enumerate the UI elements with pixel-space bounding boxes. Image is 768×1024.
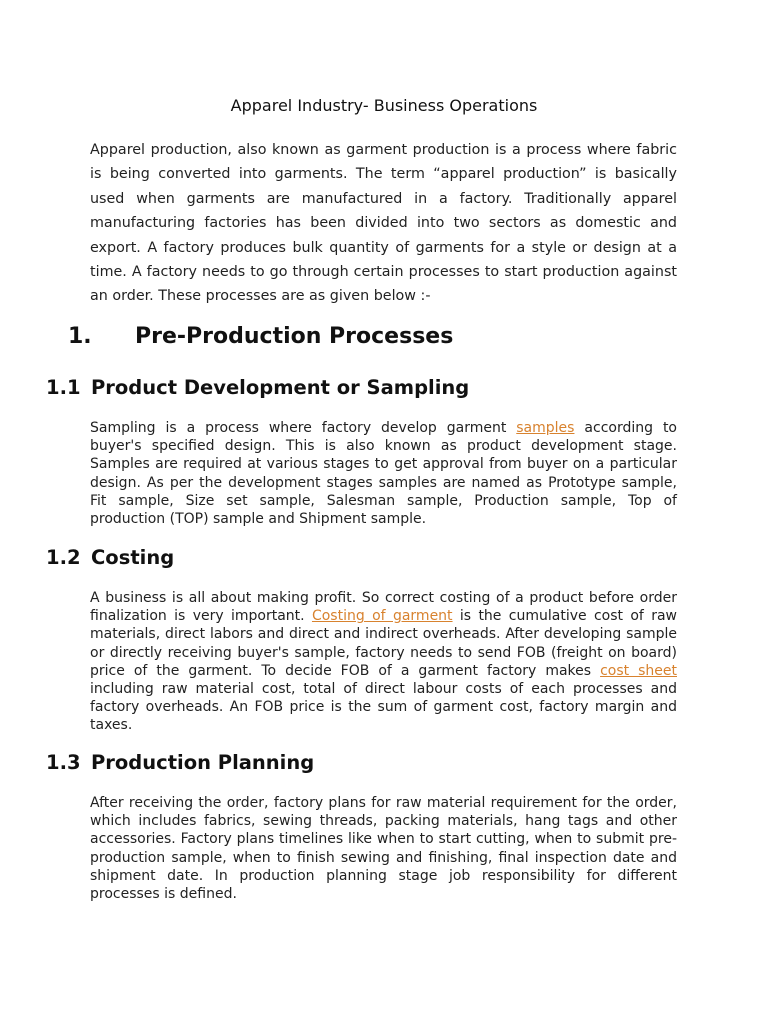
section-title: Pre-Production Processes <box>135 324 454 349</box>
subsection-number: 1.1 <box>46 376 81 399</box>
intro-paragraph: Apparel production, also known as garment production is a process where fabric is being converted into garments. The term “apparel production” is basically used when garments are manufactured in a factory. Traditionally apparel manufacturing factories has been divided into two sectors as domestic and export. A factory produces bulk quantity of garments for a style or design at a time. A factory needs to go through certain processes to start production against an order. These processes are as given below :- <box>90 142 677 305</box>
paragraph-text: according to buyer's specified design. This is also known as product development stage. Samples are required at various stages to get approval from buyer on a particular design. As per the development stages samples are named as Prototype sample, Fit sample, Size set sample, Salesman sample, Production sample, Top of production (TOP) sample and Shipment sample. <box>90 420 677 528</box>
costing-paragraph <box>90 589 677 735</box>
cost-sheet-link[interactable]: cost sheet <box>600 662 677 679</box>
samples-link[interactable]: samples <box>516 420 575 436</box>
production-planning-paragraph: After receiving the order, factory plans for raw material requirement for the order, which includes fabrics, sewing threads, packing materials, hang tags and other accessories. Factory plans timelines like when to start cutting, when to submit pre-production sample, when to finish sewing and finishing, final inspection date and shipment date. In production planning stage job responsibility for different processes is defined. <box>90 795 677 903</box>
section-number: 1. <box>68 324 92 349</box>
subsection-title: Costing <box>91 546 175 569</box>
subsection-title: Product Development or Sampling <box>91 376 470 399</box>
document-title: Apparel Industry- Business Operations <box>230 96 538 115</box>
section-heading-pre-production <box>68 322 453 352</box>
subsection-number: 1.3 <box>46 751 81 774</box>
paragraph-text: is the cumulative cost of raw materials, direct labors and direct and indirect overheads. After developing sample or directly receiving buyer's sample, factory needs to send FOB (freight on board) price of the garment. To decide FOB of a garment factory makes <box>90 608 677 679</box>
subsection-number: 1.2 <box>46 546 81 569</box>
paragraph-text: Sampling is a process where factory develop garment <box>90 420 517 436</box>
sampling-paragraph <box>90 419 677 528</box>
subsection-heading-costing <box>46 545 174 571</box>
subsection-title: Production Planning <box>91 751 315 774</box>
costing-of-garment-link[interactable]: Costing of garment <box>311 608 453 625</box>
paragraph-text: including raw material cost, total of direct labour costs of each processes and factory overheads. An FOB price is the sum of garment cost, factory margin and taxes. <box>90 681 677 734</box>
subsection-heading-sampling <box>46 375 469 401</box>
subsection-heading-production-planning <box>46 750 314 776</box>
paragraph-text: A business is all about making profit. So correct costing of a product before order finalization is very important. <box>90 590 677 625</box>
